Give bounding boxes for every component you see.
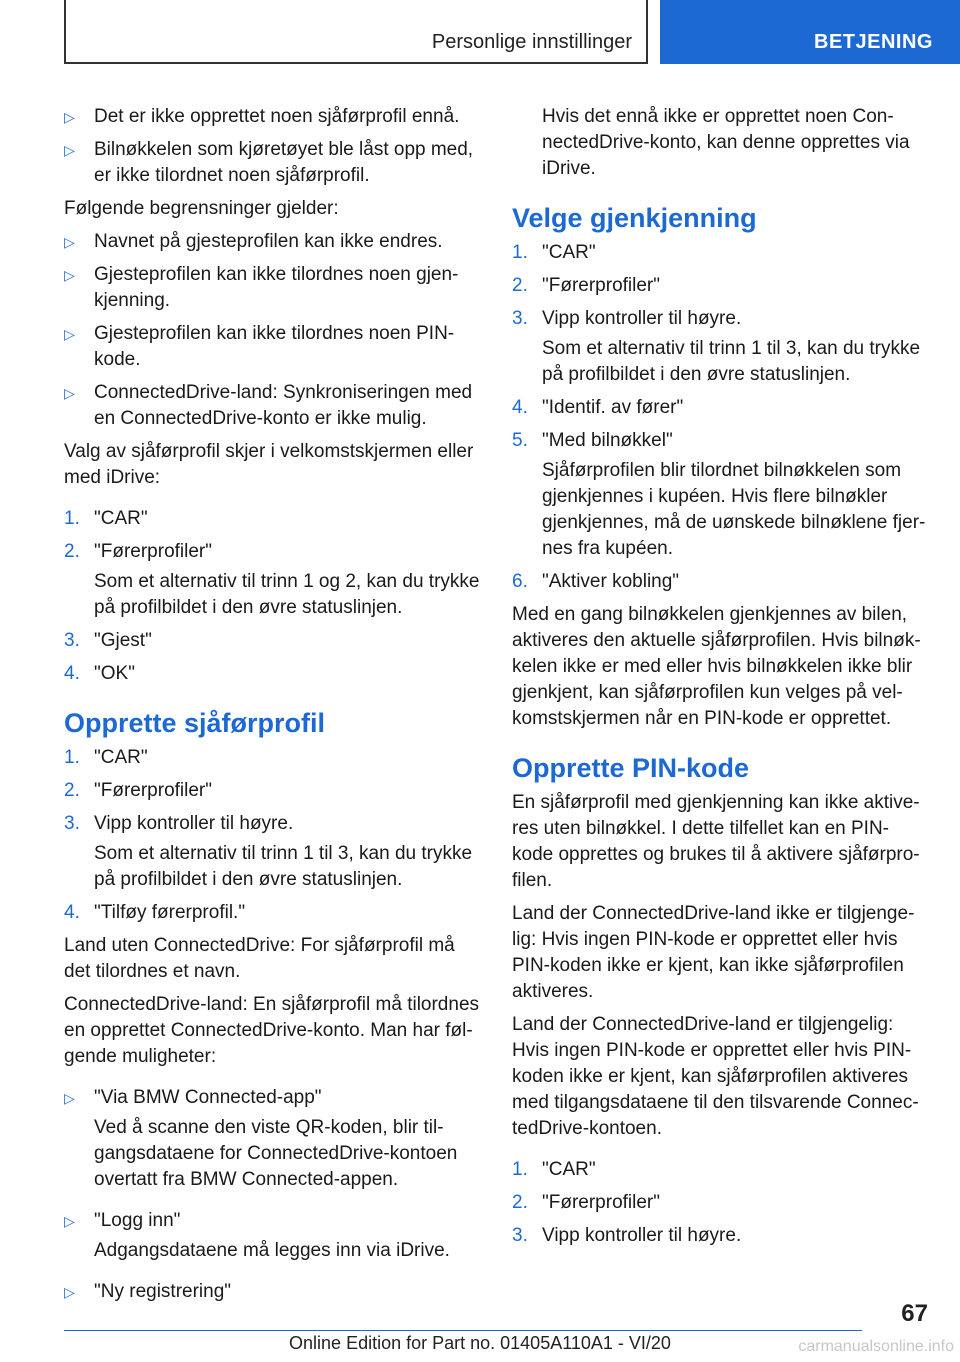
step-item: 2. "Førerprofiler" <box>64 778 482 804</box>
paragraph: Land der ConnectedDrive-land ikke er tilgjenge- lig: Hvis ingen PIN-kode er opprettet eller hvis PIN-koden ikke er kjent, kan ikke sjåførprofilen aktiveres. <box>512 903 915 1002</box>
step-item: 6. "Aktiver kobling" <box>512 569 930 595</box>
step-item: 1. "CAR" <box>512 1157 930 1183</box>
list-item: ▷ Det er ikke opprettet noen sjåførprofil ennå. <box>64 104 482 130</box>
list-item: ▷ Bilnøkkelen som kjøretøyet ble låst opp med, er ikke tilordnet noen sjåførprofil. <box>64 139 474 186</box>
step-number: 4. <box>64 663 80 684</box>
step-item: 3. Vipp kontroller til høyre. <box>64 811 482 837</box>
step-number: 2. <box>512 275 528 296</box>
right-column <box>512 104 930 1256</box>
footer-divider <box>64 1330 862 1331</box>
triangle-bullet-icon: ▷ <box>64 142 75 158</box>
option-note: Hvis det ennå ikke er opprettet noen Con- nectedDrive-konto, kan denne opprettes via iDrive. <box>542 106 910 179</box>
step-number: 4. <box>64 902 80 923</box>
section-heading: Opprette PIN-kode <box>512 753 750 783</box>
triangle-bullet-icon: ▷ <box>64 1213 75 1229</box>
paragraph: ConnectedDrive-land: En sjåførprofil må tilordnes en opprettet ConnectedDrive-konto. Man har føl- gende muligheter: <box>64 994 480 1067</box>
edition-footer: Online Edition for Part no. 01405A110A1 - VI/20 <box>289 1333 671 1353</box>
option-note: Adgangsdataene må legges inn via iDrive. <box>94 1240 450 1261</box>
step-item: 2. "Førerprofiler" <box>512 1190 930 1216</box>
step-item: 3. Vipp kontroller til høyre. <box>512 306 930 332</box>
list-item: ▷ ConnectedDrive-land: Synkroniseringen med en ConnectedDrive-konto er ikke mulig. <box>64 382 473 429</box>
step-item: 4. "Tilføy førerprofil." <box>64 900 482 926</box>
step-item: 4. "OK" <box>64 661 482 687</box>
triangle-bullet-icon: ▷ <box>64 1090 75 1106</box>
step-number: 1. <box>512 1159 528 1180</box>
step-number: 4. <box>512 397 528 418</box>
option-note: Ved å scanne den viste QR-koden, blir til- gangsdataene for ConnectedDrive-kontoen overtatt fra BMW Connected-appen. <box>94 1117 458 1190</box>
section-title: Personlige innstillinger <box>431 31 632 53</box>
triangle-bullet-icon: ▷ <box>64 326 75 342</box>
page-number: 67 <box>901 1300 928 1327</box>
watermark: carmanualsonline.info <box>798 1338 954 1355</box>
step-item: 4. "Identif. av fører" <box>512 395 930 421</box>
step-note: Som et alternativ til trinn 1 og 2, kan du trykke på profilbildet i den øvre statuslinjen. <box>94 571 480 618</box>
step-item: 2. "Førerprofiler" <box>512 273 930 299</box>
step-note: Som et alternativ til trinn 1 til 3, kan du trykke på profilbildet i den øvre statuslinjen. <box>94 843 473 890</box>
header-box <box>64 0 648 64</box>
step-item: 2. "Førerprofiler" <box>64 539 482 565</box>
paragraph: Valg av sjåførprofil skjer i velkomstskjermen eller med iDrive: <box>64 441 474 488</box>
triangle-bullet-icon: ▷ <box>64 385 75 401</box>
step-note: Som et alternativ til trinn 1 til 3, kan du trykke på profilbildet i den øvre statuslinjen. <box>542 338 921 385</box>
paragraph: Land uten ConnectedDrive: For sjåførprofil må det tilordnes et navn. <box>64 935 455 982</box>
section-heading: Velge gjenkjenning <box>512 203 757 233</box>
step-number: 2. <box>64 780 80 801</box>
step-item: 1. "CAR" <box>64 506 482 532</box>
step-note: Sjåførprofilen blir tilordnet bilnøkkelen som gjenkjennes i kupéen. Hvis flere bilnøkler gjenkjennes, må de uønskede bilnøklene fjer- nes fra kupéen. <box>542 460 926 559</box>
step-number: 6. <box>512 571 528 592</box>
section-heading: Opprette sjåførprofil <box>64 708 326 738</box>
step-item: 1. "CAR" <box>64 745 482 771</box>
step-number: 3. <box>512 308 528 329</box>
step-item: 5. "Med bilnøkkel" <box>512 428 930 454</box>
triangle-bullet-icon: ▷ <box>64 1284 75 1300</box>
list-item: ▷ "Logg inn" <box>64 1208 482 1234</box>
step-number: 3. <box>512 1225 528 1246</box>
paragraph: En sjåførprofil med gjenkjenning kan ikke aktive- res uten bilnøkkel. I dette tilfellet kan en PIN- kode opprettes og brukes til å aktivere sjåførpro- filen. <box>512 792 920 891</box>
step-number: 2. <box>512 1192 528 1213</box>
triangle-bullet-icon: ▷ <box>64 234 75 250</box>
paragraph: Følgende begrensninger gjelder: <box>64 198 339 219</box>
step-number: 1. <box>64 747 80 768</box>
step-number: 2. <box>64 541 80 562</box>
step-number: 1. <box>64 508 80 529</box>
step-number: 5. <box>512 430 528 451</box>
step-number: 3. <box>64 813 80 834</box>
step-item: 3. Vipp kontroller til høyre. <box>512 1223 930 1249</box>
list-item: ▷ "Ny registrering" <box>64 1279 482 1305</box>
step-number: 3. <box>64 630 80 651</box>
step-number: 1. <box>512 242 528 263</box>
list-item: ▷ Gjesteprofilen kan ikke tilordnes noen gjen- kjenning. <box>64 264 459 311</box>
list-item: ▷ Gjesteprofilen kan ikke tilordnes noen PIN- kode. <box>64 323 455 370</box>
triangle-bullet-icon: ▷ <box>64 109 75 125</box>
step-item: 3. "Gjest" <box>64 628 482 654</box>
list-item: ▷ "Via BMW Connected-app" <box>64 1085 482 1111</box>
chapter-tab-label: BETJENING <box>814 31 933 53</box>
chapter-tab[interactable] <box>660 0 960 64</box>
list-item: ▷ Navnet på gjesteprofilen kan ikke endres. <box>64 229 482 255</box>
paragraph: Med en gang bilnøkkelen gjenkjennes av bilen, aktiveres den aktuelle sjåførprofilen. Hvis bilnøk- kelen ikke er med eller hvis bilnøkkelen ikke blir gjenkjent, kan sjåførprofilen kun velges på vel- komstskjermen når en PIN-kode er opprettet. <box>512 604 921 729</box>
left-column <box>64 104 482 1312</box>
triangle-bullet-icon: ▷ <box>64 267 75 283</box>
paragraph: Land der ConnectedDrive-land er tilgjengelig: Hvis ingen PIN-kode er opprettet eller hvis PIN- koden ikke er kjent, kan sjåførprofilen aktiveres med tilgangsdataene til den tilsvarende Connec- tedDrive-kontoen. <box>512 1014 919 1139</box>
step-item: 1. "CAR" <box>512 240 930 266</box>
